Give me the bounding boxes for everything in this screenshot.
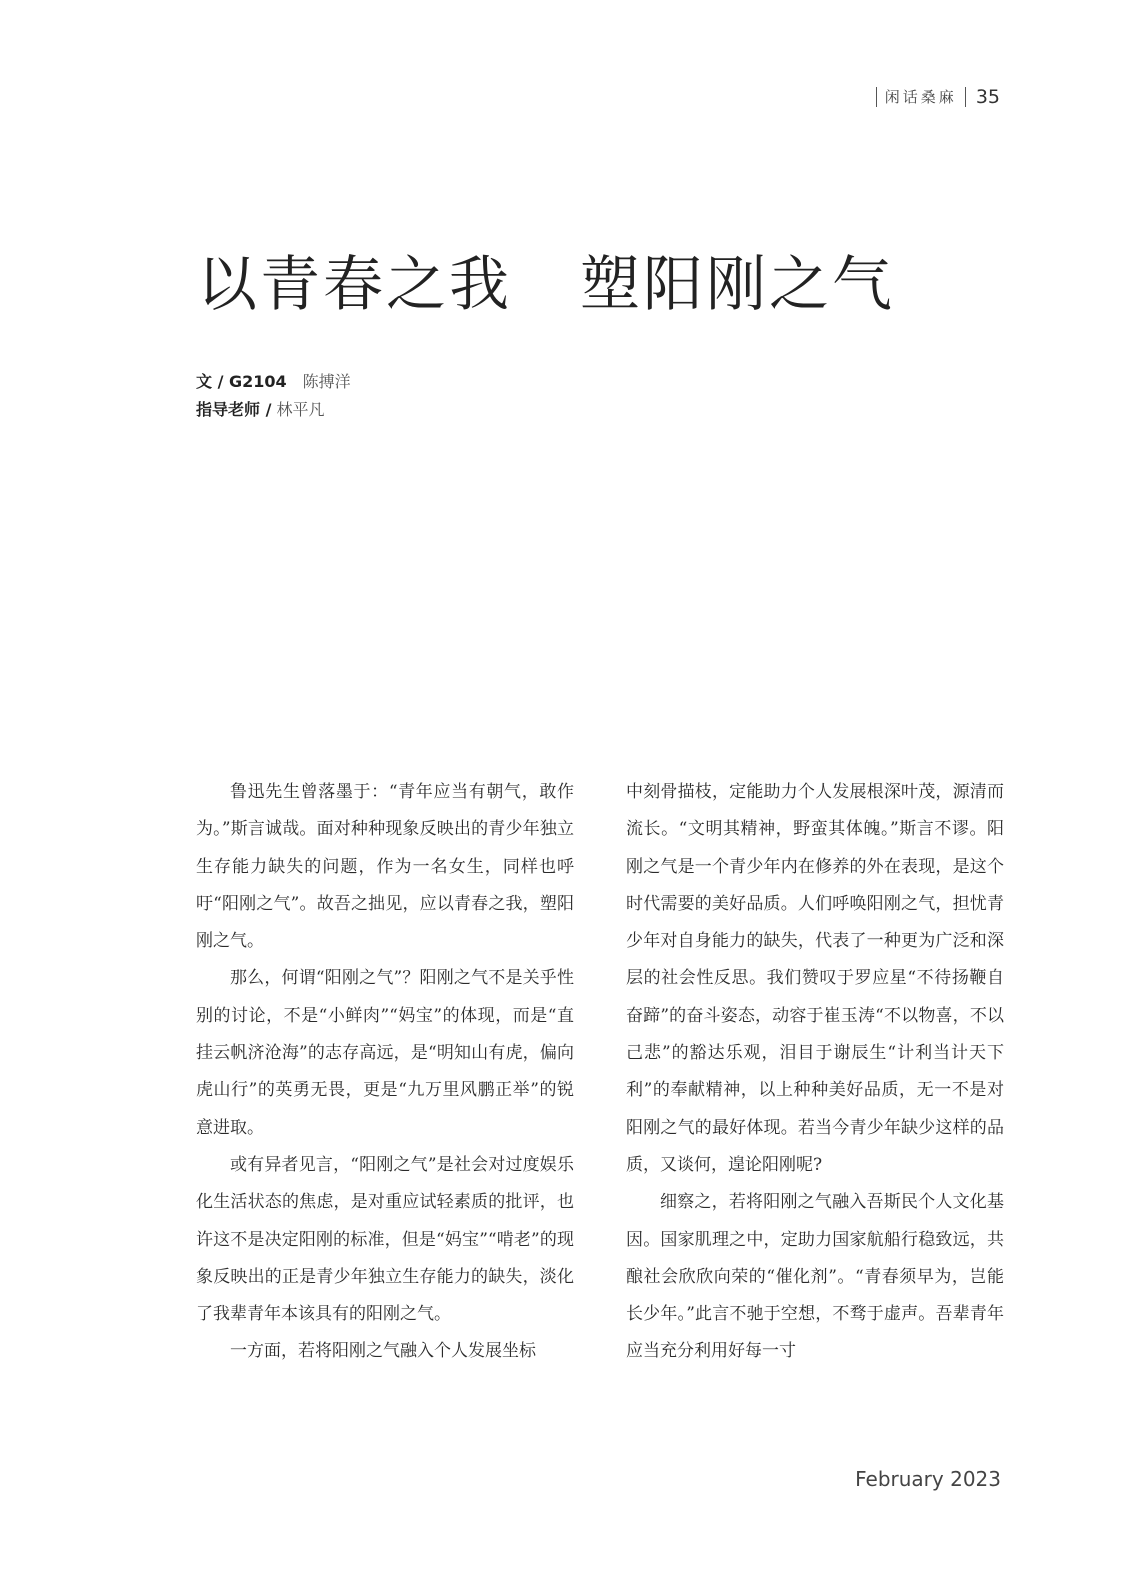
paragraph: 或有异者见言，“阳刚之气”是社会对过度娱乐化生活状态的焦虑，是对重应试轻素质的批评，也许这不是决定阳刚的标准，但是“妈宝”“啃老”的现象反映出的正是青少年独立生存能力的缺失，淡化了我辈青年本该具有的阳刚之气。 [196, 1154, 574, 1325]
section-name: 闲话桑麻 [876, 87, 966, 107]
author-line [196, 368, 351, 396]
byline [196, 368, 351, 424]
paragraph-continued: 中刻骨描枝，定能助力个人发展根深叶茂，源清而流长。“文明其精神，野蛮其体魄。”斯言不谬。阳刚之气是一个青少年内在修养的外在表现，是这个时代需要的美好品质。人们呼唤阳刚之气，担忧青少年对自身能力的缺失，代表了一种更为广泛和深层的社会性反思。我们赞叹于罗应星“不待扬鞭自奋蹄”的奋斗姿态，动容于崔玉涛“不以物喜，不以己悲”的豁达乐观，泪目于谢辰生“计利当计天下利”的奉献精神，以上种种美好品质，无一不是对阳刚之气的最好体现。若当今青少年缺少这样的品质，又谈何，遑论阳刚呢? [626, 782, 1004, 1175]
article-title [197, 245, 957, 325]
paragraph: 鲁迅先生曾落墨于：“青年应当有朝气，敢作为。”斯言诚哉。面对种种现象反映出的青少年独立生存能力缺失的问题，作为一名女生，同样也呼吁“阳刚之气”。故吾之拙见，应以青春之我，塑阳刚之气。 [196, 782, 574, 952]
advisor-line [196, 396, 351, 424]
title-part-2: 塑阳刚之气 [580, 250, 895, 320]
running-header [876, 86, 1000, 108]
issue-date: February 2023 [855, 1467, 1001, 1491]
advisor-label: 指导老师 / [196, 400, 272, 419]
body-column-right [626, 774, 1004, 1414]
page-number: 35 [975, 86, 1000, 108]
paragraph: 那么，何谓“阳刚之气”？阳刚之气不是关乎性别的讨论，不是“小鲜肉”“妈宝”的体现，而是“直挂云帆济沧海”的志存高远，是“明知山有虎，偏向虎山行”的英勇无畏，更是“九万里风鹏正举”的锐意进取。 [196, 968, 574, 1138]
advisor-name: 林平凡 [276, 400, 325, 419]
author-label: 文 / G2104 [196, 372, 287, 391]
paragraph: 细察之，若将阳刚之气融入吾斯民个人文化基因。国家肌理之中，定助力国家航船行稳致远，共酿社会欣欣向荣的“催化剂”。“青春须早为，岂能长少年。”此言不驰于空想，不骛于虚声。吾辈青年应当充分利用好每一寸 [626, 1192, 1004, 1362]
paragraph: 一方面，若将阳刚之气融入个人发展坐标 [230, 1341, 536, 1362]
title-part-1: 以青春之我 [197, 250, 512, 320]
author-name: 陈搏洋 [302, 372, 351, 391]
body-column-left [196, 774, 574, 1414]
